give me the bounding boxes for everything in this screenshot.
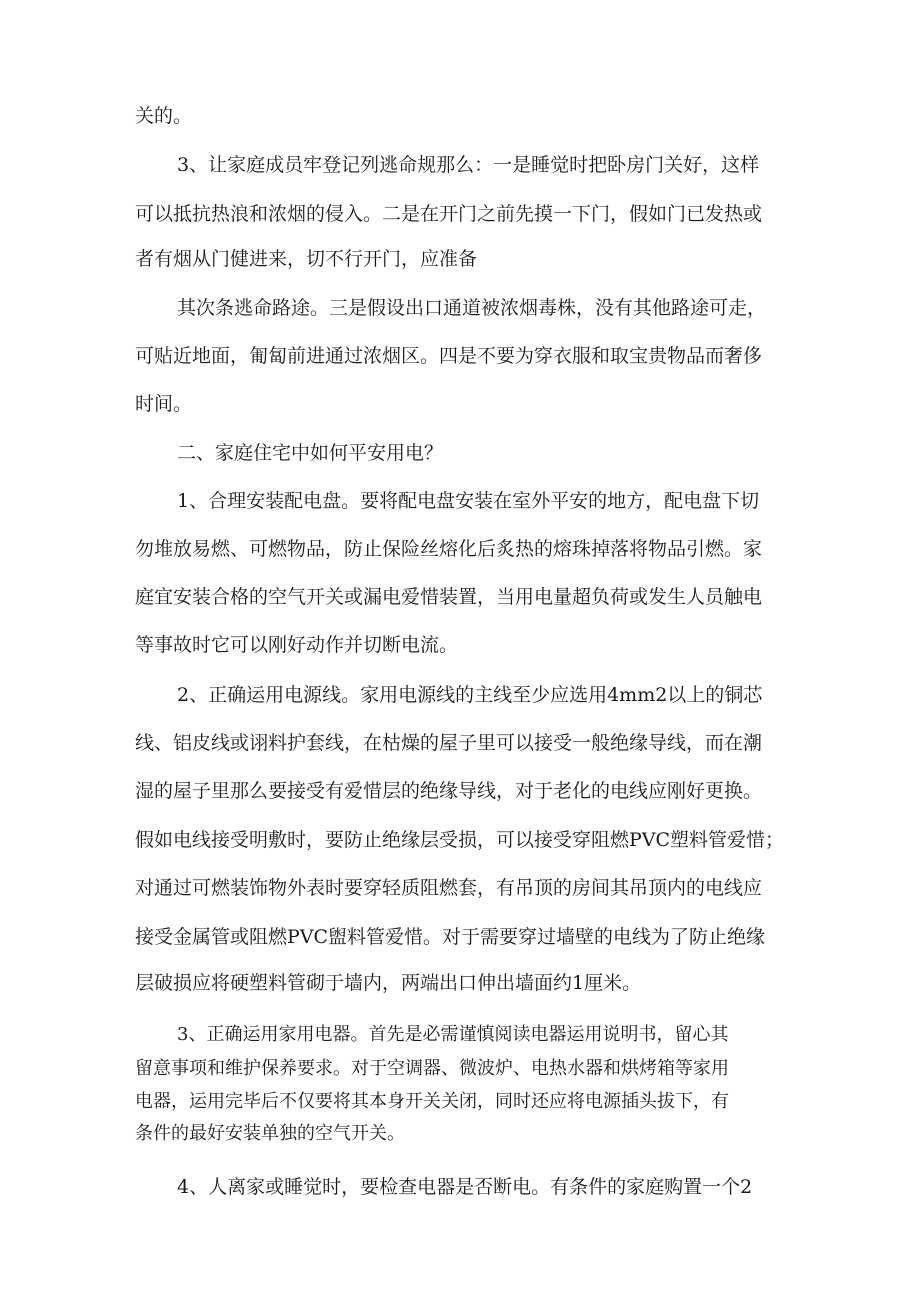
- text-line: 等事故时它可以刚好动作并切断电流。: [135, 634, 459, 656]
- text-line: 勿堆放易燃、可燃物品，防止保险丝熔化后炙热的熔珠掉落将物品引燃。家: [135, 538, 763, 560]
- text-line: 可贴近地面，匍匐前进通过浓烟区。四是不要为穿衣服和取宝贵物品而奢侈: [135, 345, 763, 367]
- text-line: 线、铝皮线或诩料护套线，在枯燥的屋子里可以接受一般绝缘导线，而在潮: [135, 732, 763, 754]
- text-line: 对通过可燃装饰物外表时要穿轻质阻燃套，有吊顶的房间其吊顶内的电线应: [135, 877, 763, 899]
- section-heading: 二、家庭住宅中如何平安用电？: [177, 442, 444, 464]
- text-line: 1、合理安装配电盘。要将配电盘安装在室外平安的地方，配电盘下切: [177, 490, 760, 512]
- text-line: 湿的屋子里那么要接受有爱惜层的绝缘导线，对于老化的电线应刚好更换。: [135, 780, 763, 802]
- text-line: 条件的最好安装单独的空气开关。: [135, 1123, 405, 1144]
- text-line: 4、人离家或睡觉时，要检查电器是否断电。有条件的家庭购置一个2: [177, 1176, 753, 1198]
- text-line: 可以抵抗热浪和浓烟的侵入。二是在开门之前先摸一下门，假如门已发热或: [135, 203, 763, 225]
- text-line: 时间。: [135, 393, 193, 415]
- text-line: 接受金属管或阻燃PVC盥料管爱惜。对于需要穿过墙壁的电线为了防止绝缘: [135, 926, 766, 948]
- text-line: 3、让家庭成员牢登记列逃命规那么：一是睡觉时把卧房门关好，这样: [177, 154, 760, 176]
- text-line: 假如电线接受明敷时，要防止绝缘层受损，可以接受穿阻燃PVC塑料管爱惜；: [135, 829, 785, 851]
- text-line: 层破损应将硬塑料管砌于墙内，两端出口伸出墙面约1厘米。: [135, 972, 642, 994]
- text-line: 者有烟从门健进来，切不行开门，应准备: [135, 248, 478, 270]
- text-line: 电器，运用完毕后不仅要将其本身开关关闭，同时还应将电源插头拔下，有: [135, 1091, 729, 1112]
- text-line: 3、正确运用家用电器。首先是必需谨慎阅读电器运用说明书，留心其: [177, 1024, 729, 1045]
- text-line: 2、正确运用电源线。家用电源线的主线至少应选用4mm2以上的铜芯: [177, 684, 763, 706]
- text-line: 关的。: [135, 105, 193, 127]
- text-line: 庭宜安装合格的空气开关或漏电爱惜装置，当用电量超负荷或发生人员触电: [135, 586, 763, 608]
- text-line: 其次条逃命路途。三是假设出口通道被浓烟毒株，没有其他路途可走，: [177, 297, 767, 319]
- text-line: 留意事项和维护保养要求。对于空调器、微波炉、电热水器和烘烤箱等家用: [135, 1058, 729, 1079]
